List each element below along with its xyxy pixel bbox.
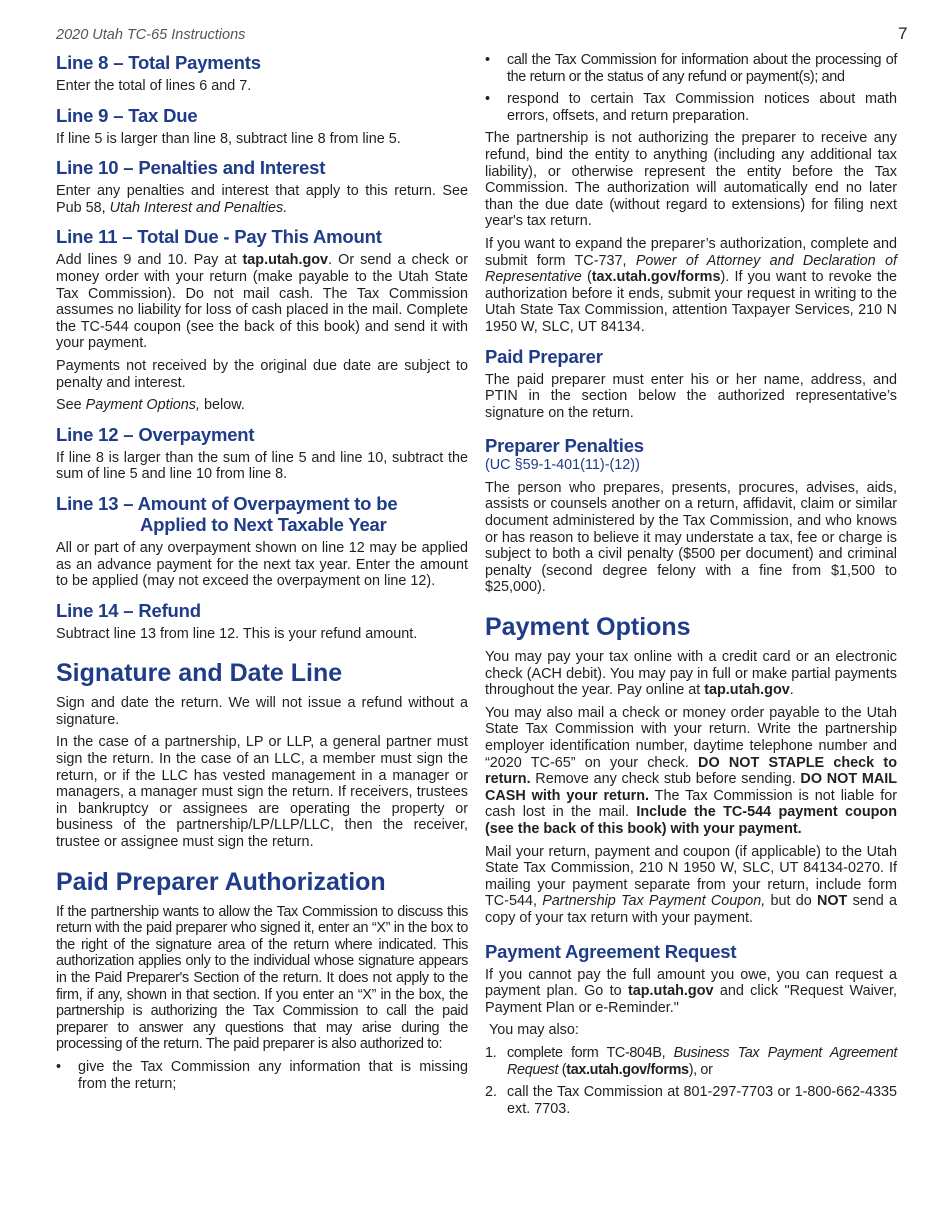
payment-options-text-3: Mail your return, payment and coupon (if applicable) to the Utah State Tax Commission, 210 N 1950 W, SLC, UT 84134-0270. If mailing your payment separate from your return, include form TC-544, Partnership Tax Payment Coupon, but do NOT send a copy of your tax return with your payment. (485, 843, 897, 926)
preparer-penalties-heading: Preparer Penalties (485, 435, 644, 457)
payment-options-text-2: You may also mail a check or money order payable to the Utah State Tax Commission with your return. Write the partnership employer identification number, daytime telephone number and “2020 TC-65” on your check. DO NOT STAPLE check to return. Remove any check stub before sending. DO NOT MAIL CASH with your return. The Tax Commission is not liable for cash lost in the mail. Include the TC-544 payment coupon (see the back of this book) with your payment. (485, 704, 897, 837)
list-item: 1. complete form TC-804B, Business Tax Payment Agreement Request (tax.utah.gov/forms), or (485, 1044, 897, 1078)
paid-preparer-heading: Paid Preparer (485, 345, 603, 367)
right-column (485, 52, 897, 1123)
line-11-penalty-text: Payments not received by the original due date are subject to penalty and interest. (56, 357, 468, 391)
line-14-heading: Line 14 – Refund (56, 599, 201, 621)
page-number: 7 (898, 24, 908, 43)
payment-agreement-heading: Payment Agreement Request (485, 940, 737, 962)
signature-text-1: Sign and date the return. We will not issue a refund without a signature. (56, 695, 468, 728)
left-column (56, 52, 468, 1098)
you-may-also: You may also: (489, 1022, 579, 1039)
line-11-text: Add lines 9 and 10. Pay at tap.utah.gov. Or send a check or money order with your return (make payable to the Utah State Tax Commission). Do not mail cash. The Tax Commission assumes no liability for loss of cash placed in the mail. Complete the TC-544 coupon (see the back of this book) and send it with your payment. (56, 252, 468, 352)
payment-agreement-text: If you cannot pay the full amount you owe, you can request a payment plan. Go to tap.utah.gov and click "Request Waiver, Payment Plan or e-Reminder." (485, 966, 897, 1016)
payment-options-heading: Payment Options (485, 613, 691, 642)
payment-agreement-list (485, 1045, 897, 1117)
expand-authorization-text: If you want to expand the preparer’s authorization, complete and submit form TC-737, Power of Attorney and Declaration of Representative (tax.utah.gov/forms). If you want to revoke the authorization before it ends, submit your request in writing to the Utah State Tax Commission, attention Taxpayer Services, 210 N 1950 W, SLC, UT 84134. (485, 235, 897, 335)
line-11-see-also: See Payment Options, below. (56, 397, 245, 414)
payment-options-text-1: You may pay your tax online with a credit card or an electronic check (ACH debit). You may pay in full or make partial payments throughout the year. Pay online at tap.utah.gov. (485, 649, 897, 699)
tap-utah-link[interactable]: tap.utah.gov (704, 682, 790, 699)
paid-preparer-authorization-heading: Paid Preparer Authorization (56, 867, 386, 896)
line-8-heading: Line 8 – Total Payments (56, 52, 261, 73)
tap-utah-link[interactable]: tap.utah.gov (242, 252, 329, 269)
signature-text-2: In the case of a partnership, LP or LLP, a general partner must sign the return. In the case of an LLC, a member must sign the return, or if the LLC has vested management in a manager or managers, a manager must sign the return. If receivers, trustees in bankruptcy or assignees are operating the property or business of the partnership/LP/LLP/LLC, then the receiver, trustee or assignee must sign the return. (56, 734, 468, 851)
line-9-text: If line 5 is larger than line 8, subtract line 8 from line 5. (56, 130, 401, 147)
tax-forms-link[interactable]: tax.utah.gov/forms (591, 269, 721, 286)
line-13-text: All or part of any overpayment shown on line 12 may be applied as an advance payment for the next tax year. Enter the amount to be applied (may not exceed the overpayment on line 12). (56, 539, 468, 590)
line-14-text: Subtract line 13 from line 12. This is your refund amount. (56, 625, 418, 642)
paid-preparer-authorization-text: If the partnership wants to allow the Tax Commission to discuss this return with the paid preparer who signed it, enter an “X” in the box to the right of the signature area of the return where indicated. This authorization applies only to the individual whose signature appears in the Paid Preparer's Section of the return. It does not apply to the firm, if any, shown in that section. If you enter an “X” in the box, the partnership is authorizing the Tax Commission to call the paid preparer to answer any questions that may arise during the processing of the return. The paid preparer is also authorized to: (56, 903, 468, 1053)
running-header: 2020 Utah TC-65 Instructions (56, 27, 246, 43)
paid-preparer-text: The paid preparer must enter his or her name, address, and PTIN in the section below the authorized representative’s signature on the return. (485, 371, 897, 421)
authorization-list-continued (485, 52, 897, 124)
list-item: • give the Tax Commission any information that is missing from the return; (56, 1059, 468, 1092)
line-11-heading: Line 11 – Total Due - Pay This Amount (56, 226, 382, 248)
line-8-text: Enter the total of lines 6 and 7. (56, 78, 252, 94)
statute-reference: (UC §59-1-401(11)-(12)) (485, 457, 640, 474)
tap-utah-link[interactable]: tap.utah.gov (627, 983, 714, 1000)
tax-forms-link[interactable]: tax.utah.gov/forms (566, 1061, 689, 1078)
preparer-penalties-text: The person who prepares, presents, procures, advises, aids, assists or counsels another on a return, affidavit, claim or similar document administered by the Tax Commission, and who knows or has reason to believe it may understate a tax, fee or charge is subject to both a civil penalty ($500 per document) and criminal penalty (second degree felony with a fine from $1,500 to $25,000). (485, 479, 897, 596)
line-10-heading: Line 10 – Penalties and Interest (56, 157, 326, 179)
line-9-heading: Line 9 – Tax Due (56, 104, 198, 126)
line-13-heading: Line 13 – Amount of Overpayment to be Applied to Next Taxable Year (56, 492, 398, 535)
line-12-text: If line 8 is larger than the sum of line 5 and line 10, subtract the sum of line 5 and line 10 from line 8. (56, 449, 468, 483)
list-item: • respond to certain Tax Commission notices about math errors, offsets, and return preparation. (485, 91, 897, 124)
list-item: • call the Tax Commission for information about the processing of the return or the status of any refund or payment(s); and (485, 52, 897, 85)
line-10-text: Enter any penalties and interest that apply to this return. See Pub 58, Utah Interest and Penalties. (56, 183, 468, 216)
line-12-heading: Line 12 – Overpayment (56, 423, 255, 445)
authorization-limits-text: The partnership is not authorizing the preparer to receive any refund, bind the entity to anything (including any additional tax liability), or otherwise represent the entity before the Tax Commission. The authorization will automatically end no later than the due date (without regard to extensions) for filing next year's tax return. (485, 130, 897, 230)
list-item: 2. call the Tax Commission at 801-297-7703 or 1-800-662-4335 ext. 7703. (485, 1084, 897, 1117)
signature-heading: Signature and Date Line (56, 659, 343, 688)
authorization-list (56, 1059, 468, 1092)
